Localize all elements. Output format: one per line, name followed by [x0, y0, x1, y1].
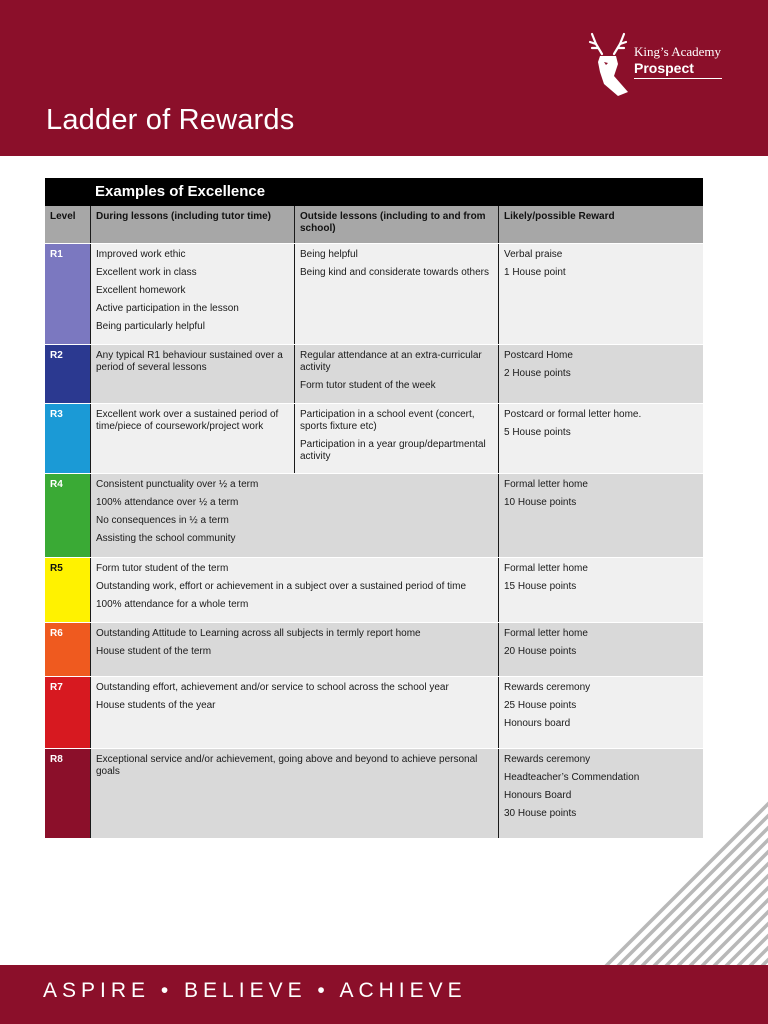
column-header-level: Level: [50, 211, 76, 222]
level-cell: R7: [45, 677, 90, 748]
level-cell: R4: [45, 474, 90, 557]
cell-item: House student of the term: [96, 646, 212, 657]
cell-item: Outstanding effort, achievement and/or service to school across the school year: [96, 682, 449, 693]
cell-item: Form tutor student of the term: [96, 563, 229, 574]
cell-item: Honours Board: [504, 790, 572, 801]
cell-item: Exceptional service and/or achievement, going above and beyond to achieve personal goals: [96, 754, 478, 777]
logo-line-1: King’s Academy: [634, 44, 722, 59]
cell-item: Any typical R1 behaviour sustained over a period of several lessons: [96, 350, 283, 373]
level-cell: R5: [45, 558, 90, 622]
cell-item: Consistent punctuality over ½ a term: [96, 479, 259, 490]
cell-item: 20 House points: [504, 646, 577, 657]
cell-item: Excellent homework: [96, 285, 186, 296]
cell-item: Headteacher’s Commendation: [504, 772, 640, 783]
footer-motto: ASPIRE • BELIEVE • ACHIEVE: [43, 979, 467, 1002]
cell-item: Outstanding work, effort or achievement in a subject over a sustained period of time: [96, 581, 467, 592]
level-cell: R6: [45, 623, 90, 676]
cell-item: Participation in a year group/departmental activity: [300, 439, 486, 462]
column-header-reward: Likely/possible Reward: [498, 206, 703, 243]
cell-item: Rewards ceremony: [504, 682, 591, 693]
cell-item: Postcard or formal letter home.: [504, 409, 642, 420]
cell-item: 10 House points: [504, 497, 577, 508]
cell-item: 2 House points: [504, 368, 571, 379]
cell-item: Being particularly helpful: [96, 321, 205, 332]
cell-item: Regular attendance at an extra-curricular activity: [300, 350, 482, 373]
cell-item: 25 House points: [504, 700, 577, 711]
cell-item: 30 House points: [504, 808, 577, 819]
level-cell: R2: [45, 345, 90, 403]
cell-item: 100% attendance over ½ a term: [96, 497, 239, 508]
level-cell: R8: [45, 749, 90, 838]
cell-item: Excellent work over a sustained period of time/piece of coursework/project work: [96, 409, 279, 432]
level-cell: R1: [45, 244, 90, 344]
table-title: Examples of Excellence: [45, 178, 703, 206]
cell-item: 100% attendance for a whole term: [96, 599, 249, 610]
column-header-outside: Outside lessons (including to and from school): [294, 206, 498, 243]
cell-item: Form tutor student of the week: [300, 380, 436, 391]
cell-item: Formal letter home: [504, 563, 588, 574]
column-header-during: During lessons (including tutor time): [90, 206, 294, 243]
cell-item: Verbal praise: [504, 249, 563, 260]
cell-item: Postcard Home: [504, 350, 573, 361]
cell-item: 1 House point: [504, 267, 566, 278]
cell-item: 5 House points: [504, 427, 571, 438]
cell-item: Formal letter home: [504, 628, 588, 639]
cell-item: Being kind and considerate towards others: [300, 267, 490, 278]
cell-item: Honours board: [504, 718, 571, 729]
cell-item: Formal letter home: [504, 479, 588, 490]
cell-item: Being helpful: [300, 249, 358, 260]
cell-item: Participation in a school event (concert, sports fixture etc): [300, 409, 475, 432]
cell-item: Outstanding Attitude to Learning across all subjects in termly report home: [96, 628, 421, 639]
cell-item: Rewards ceremony: [504, 754, 591, 765]
logo-line-2: Prospect: [634, 60, 694, 76]
cell-item: Excellent work in class: [96, 267, 197, 278]
page-title: Ladder of Rewards: [46, 104, 295, 136]
cell-item: Assisting the school community: [96, 533, 236, 544]
level-cell: R3: [45, 404, 90, 473]
cell-item: No consequences in ½ a term: [96, 515, 229, 526]
cell-item: Improved work ethic: [96, 249, 186, 260]
cell-item: Active participation in the lesson: [96, 303, 239, 314]
cell-item: House students of the year: [96, 700, 216, 711]
cell-item: 15 House points: [504, 581, 577, 592]
